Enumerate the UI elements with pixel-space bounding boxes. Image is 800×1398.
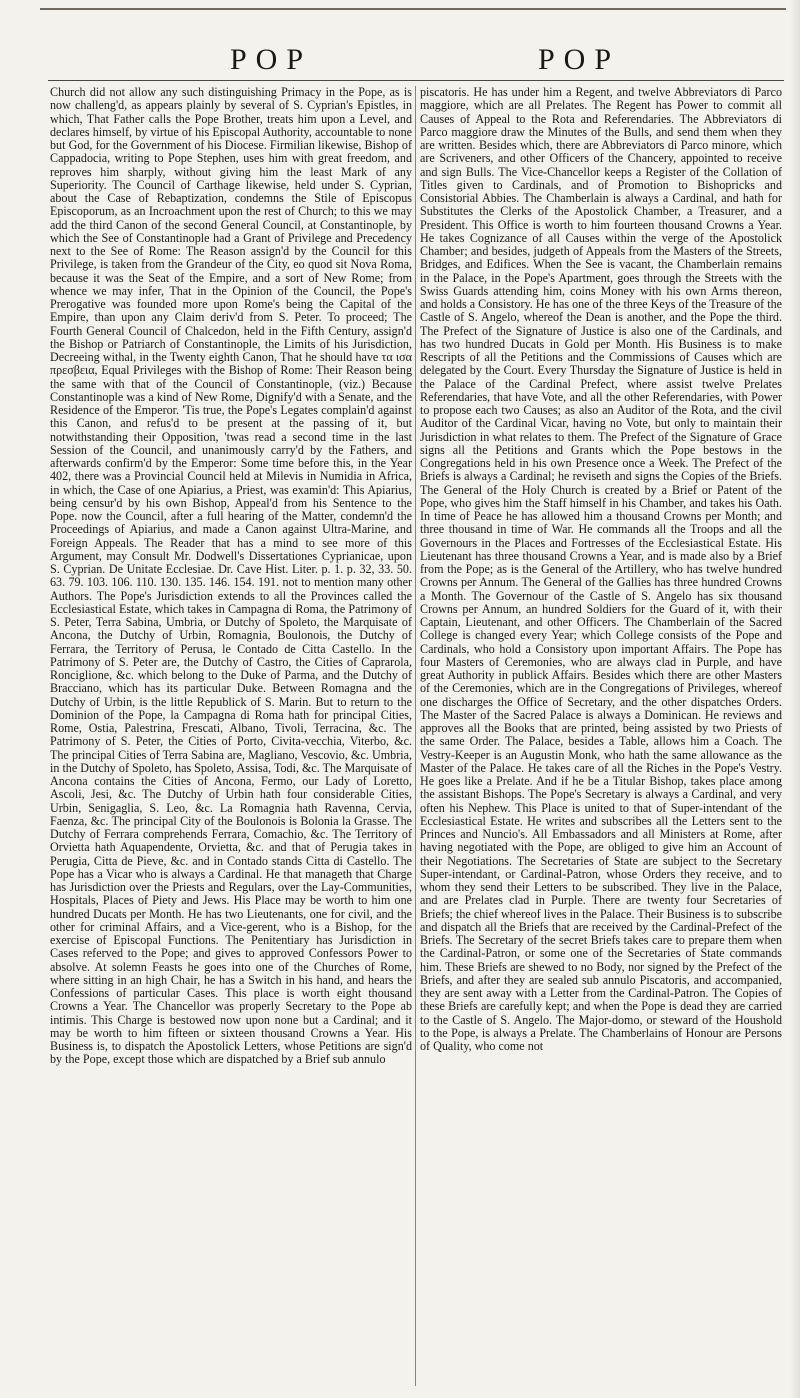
text-column-right — [420, 86, 782, 1386]
running-head-right: POP — [538, 43, 621, 76]
page-edge-shadow — [790, 0, 800, 1398]
column-right-text: piscatoris. He has under him a Regent, and twelve Abbreviators di Parco maggiore, which are all Prelates. The Regent has Power to commit all Causes of Appeal to the Rota and Referendaries. The Abbreviators di Parco maggiore draw the Minutes of the Bulls, and send them when they are written. Besides which, there are Abbreviators di Parco minore, which are Scriveners, and other Officers of the Chancery, appointed to receive and sign Bulls. The Vice-Chancellor keeps a Register of the Collation of Titles given to Cardinals, and of Promotion to Bishopricks and Consistorial Abbies. The Chamberlain is always a Cardinal, and hath for Substitutes the Clerks of the Apostolick Chamber, a Treasurer, and a President. This Office is worth to him fourteen thousand Crowns a Year. He takes Cognizance of all Causes within the verge of the Apostolick Chamber; and besides, judgeth of Appeals from the Masters of the Streets, Bridges, and Edifices. When the See is vacant, the Chamberlain remains in the Palace, in the Pope's Apartment, goes through the Streets with the Swiss Guards attending him, coins Money with his own Arms thereon, and holds a Consistory. He has one of the three Keys of the Treasure of the Castle of S. Angelo, whereof the Dean is another, and the Pope the third. The Prefect of the Signature of Justice is also one of the Cardinals, and has two hundred Ducats in Gold per Month. His Business is to make Rescripts of all the Petitions and the Commissions of Causes which are delegated by the Court. Every Thursday the Signature of Justice is held in the Palace of the Cardinal Prefect, where assist twelve Prelates Referendaries, that have Vote, and all the other Referendaries, with Power to propose each two Causes; as also an Auditor of the Rota, and the civil Auditor of the Cardinal Vicar, having no Vote, but only to maintain their Jurisdiction in what relates to them. The Prefect of the Signature of Grace signs all the Petitions and Grants which the Pope bestows in the Congregations held in his own Presence once a Week. The Prefect of the Briefs is always a Cardinal; he reviseth and signs the Copies of the Briefs. The General of the Holy Church is created by a Brief or Patent of the Pope, who gives him the Staff himself in his Chamber, and takes his Oath. In time of Peace he has allowed him a thousand Crowns per Month; and three thousand in time of War. He commands all the Troops and all the Governours in the Places and Fortresses of the Ecclesiastical Estate. His Lieutenant has three thousand Crowns a Year, and is made also by a Brief from the Pope; as is the General of the Artillery, who has twelve hundred Crowns per Annum. The General of the Gallies has three hundred Crowns a Month. The Governour of the Castle of S. Angelo has six thousand Crowns per Annum, an hundred Soldiers for the Guard of it, with their Captain, Lieutenant, and other Officers. The Chamberlain of the Sacred College is changed every Year; which College consists of the Pope and Cardinals, who hold a Consistory upon important Affairs. The Pope has four Masters of Ceremonies, who are always clad in Purple, and have great Authority in publick Affairs. Besides which there are other Masters of the Ceremonies, which are in the Congregations of Privileges, whereof one discharges the Office of Secretary, and the other dispatches Orders. The Master of the Sacred Palace is always a Dominican. He reviews and approves all the Books that are printed, being assisted by two Priests of the same Order. The Palace, besides a Table, allows him a Coach. The Vestry-Keeper is an Augustin Monk, who hath the same allowance as the Master of the Palace. He takes care of all the Riches in the Pope's Vestry. He goes like a Prelate. And if he be a Titular Bishop, takes place among the assistant Bishops. The Pope's Secretary is always a Cardinal, and very often his Nephew. This Place is united to that of Super-intendant of the Ecclesiastical Estate. He writes and subscribes all the Letters sent to the Princes and Nuncio's. All Embassadors and all Ministers at Rome, after having negotiated with the Pope, are obliged to give him an Account of their Negotiations. The Secretaries of State are subject to the Secretary Super-intendant, or Cardinal-Patron, whose Orders they receive, and to whom they send their Letters to be subscribed. They live in the Palace, and are Prelates clad in Purple. There are twenty four Secretaries of Briefs; the chief whereof lives in the Palace. Their Business is to subscribe and dispatch all the Briefs that are received by the Cardinal-Prefect of the Briefs. The Secretary of the secret Briefs takes care to prepare them when the Cardinal-Patron, or some one of the Secretaries of State commands him. These Briefs are shewed to no Body, nor signed by the Prefect of the Briefs, and after they are sealed sub annulo Piscatoris, and accompanied, they are sent away with a Letter from the Cardinal-Patron. The Copies of these Briefs are carefully kept; and when the Pope is dead they are carried to the Castle of S. Angelo. The Major-domo, or steward of the Houshold to the Pope, is always a Prelate. The Chamberlains of Honour are Persons of Quality, who come not — [420, 86, 782, 1053]
column-left-text: Church did not allow any such distinguishing Primacy in the Pope, as is now challeng'd, as appears plainly by several of S. Cyprian's Epistles, in which, That Father calls the Pope Brother, treats him upon a Level, and declares himself, by virtue of his Episcopal Authority, accountable to none but God, for the Government of his Diocese. Firmilian likewise, Bishop of Cappadocia, writing to Pope Stephen, uses him with great freedom, and reproves him sharply, without giving him the least Mark of any Superiority. The Council of Carthage likewise, held under S. Cyprian, about the Case of Rebaptization, condemns the Stile of Episcopus Episcoporum, as an Incroachment upon the rest of Church; to this we may add the third Canon of the second General Council, at Constantinople, by which the See of Constantinople had a Grant of Privilege and Precedency next to the See of Rome: The Reason assign'd by the Council for this Privilege, is taken from the Grandeur of the City, eo quod sit Nova Roma, because it was the Seat of the Empire, and a sort of New Rome; from whence we may infer, That in the Opinion of the Council, the Pope's Prerogative was founded more upon Rome's being the Capital of the Empire, than upon any Claim deriv'd from S. Peter. To proceed; The Fourth General Council of Chalcedon, held in the Fifth Century, assign'd the Bishop or Patriarch of Constantinople, the Limits of his Jurisdiction, Decreeing withal, in the Twenty eighth Canon, That he should have τα ισα πρεσβεια, Equal Privileges with the Bishop of Rome: Their Reason being the same with that of the Council of Constantinople, (viz.) Because Constantinople was a kind of New Rome, Dignify'd with a Senate, and the Residence of the Emperor. 'Tis true, the Pope's Legates complain'd against this Canon, and refus'd to be present at the passing of it, but notwithstanding their Opposition, 'twas read a second time in the last Session of the Council, and unanimously carry'd by the Fathers, and afterwards confirm'd by the Emperor: Some time before this, in the Year 402, there was a Provincial Council held at Milevis in Numidia in Africa, in which, the Case of one Apiarius, a Priest, was examin'd: This Apiarius, being censur'd by his own Bishop, Appeal'd from his Sentence to the Pope. now the Council, after a full hearing of the Matter, condemn'd the Proceedings of Apiarius, and made a Canon against Ultra-Marine, and Foreign Appeals. The Reader that has a mind to see more of this Argument, may Consult Mr. Dodwell's Dissertationes Cyprianicae, upon S. Cyprian. De Unitate Ecclesiae. Dr. Cave Hist. Liter. p. 1. p. 32, 33. 50. 63. 79. 103. 106. 110. 130. 135. 146. 154. 191. not to mention many other Authors. The Pope's Jurisdiction extends to all the Provinces called the Ecclesiastical Estate, which takes in Campagna di Roma, the Patrimony of S. Peter, Terra Sabina, Umbria, or Dutchy of Spoleto, the Marquisate of Ancona, the Dutchy of Urbin, Romagnia, Boulonois, the Dutchy of Ferrara, the Territory of Perusa, le Contado de Citta Castello. In the Patrimony of S. Peter are, the Dutchy of Castro, the Cities of Caprarola, Ronciglione, &c. which belong to the Duke of Parma, and the Dutchy of Bracciano, which has its particular Duke. Between Romagna and the Dutchy of Urbin, is the little Republick of S. Marin. But to return to the Dominion of the Pope, la Campagna di Roma hath for principal Cities, Rome, Ostia, Palestrina, Frescati, Albano, Tivoli, Terracina, &c. The Patrimony of S. Peter, the Cities of Porto, Civita-vecchia, Viterbo, &c. The principal Cities of Terra Sabina are, Magliano, Vescovio, &c. Umbria, in the Dutchy of Spoleto, has Spoleto, Assisa, Todi, &c. The Marquisate of Ancona contains the Cities of Ancona, Fermo, our Lady of Loretto, Ascoli, Jesi, &c. The Dutchy of Urbin hath four considerable Cities, Urbin, Senigaglia, S. Leo, &c. La Romagnia hath Ravenna, Cervia, Faenza, &c. The principal City of the Boulonois is Bolonia la Grasse. The Dutchy of Ferrara comprehends Ferrara, Comachio, &c. The Territory of Orvietta hath Aquapendente, Orvietta, &c. and that of Perugia takes in Perugia, Citta de Pieve, &c. and in Contado stands Citta di Castello. The Pope has a Vicar who is always a Cardinal. He that manageth that Charge has Jurisdiction over the Priests and Regulars, over the Lay-Communities, Hospitals, Places of Piety and Jews. His Place may be worth to him one hundred Ducats per Month. He has two Lieutenants, one for civil, and the other for criminal Affairs, and a Vice-gerent, who is a Bishop, for the exercise of Episcopal Functions. The Penitentiary has Jurisdiction in Cases referved to the Pope; and gives to approved Confessors Power to absolve. At solemn Feasts he goes into one of the Churches of Rome, where sitting in an high Chair, he has a Switch in his hand, and hears the Confessions of particular Cases. This place is worth eight thousand Crowns a Year. The Chancellor was properly Secretary to the Pope ab intimis. This Charge is bestowed now upon none but a Cardinal; and it may be worth to him fifteen or sixteen thousand Crowns a Year. His Business is, to dispatch the Apostolick Letters, whose Petitions are sign'd by the Pope, except those which are dispatched by a Brief sub annulo — [50, 86, 412, 1067]
header-rule — [48, 80, 784, 81]
top-edge-rule — [40, 8, 786, 10]
running-head-left: POP — [230, 43, 313, 76]
column-divider — [415, 86, 416, 1386]
text-column-left — [50, 86, 412, 1386]
